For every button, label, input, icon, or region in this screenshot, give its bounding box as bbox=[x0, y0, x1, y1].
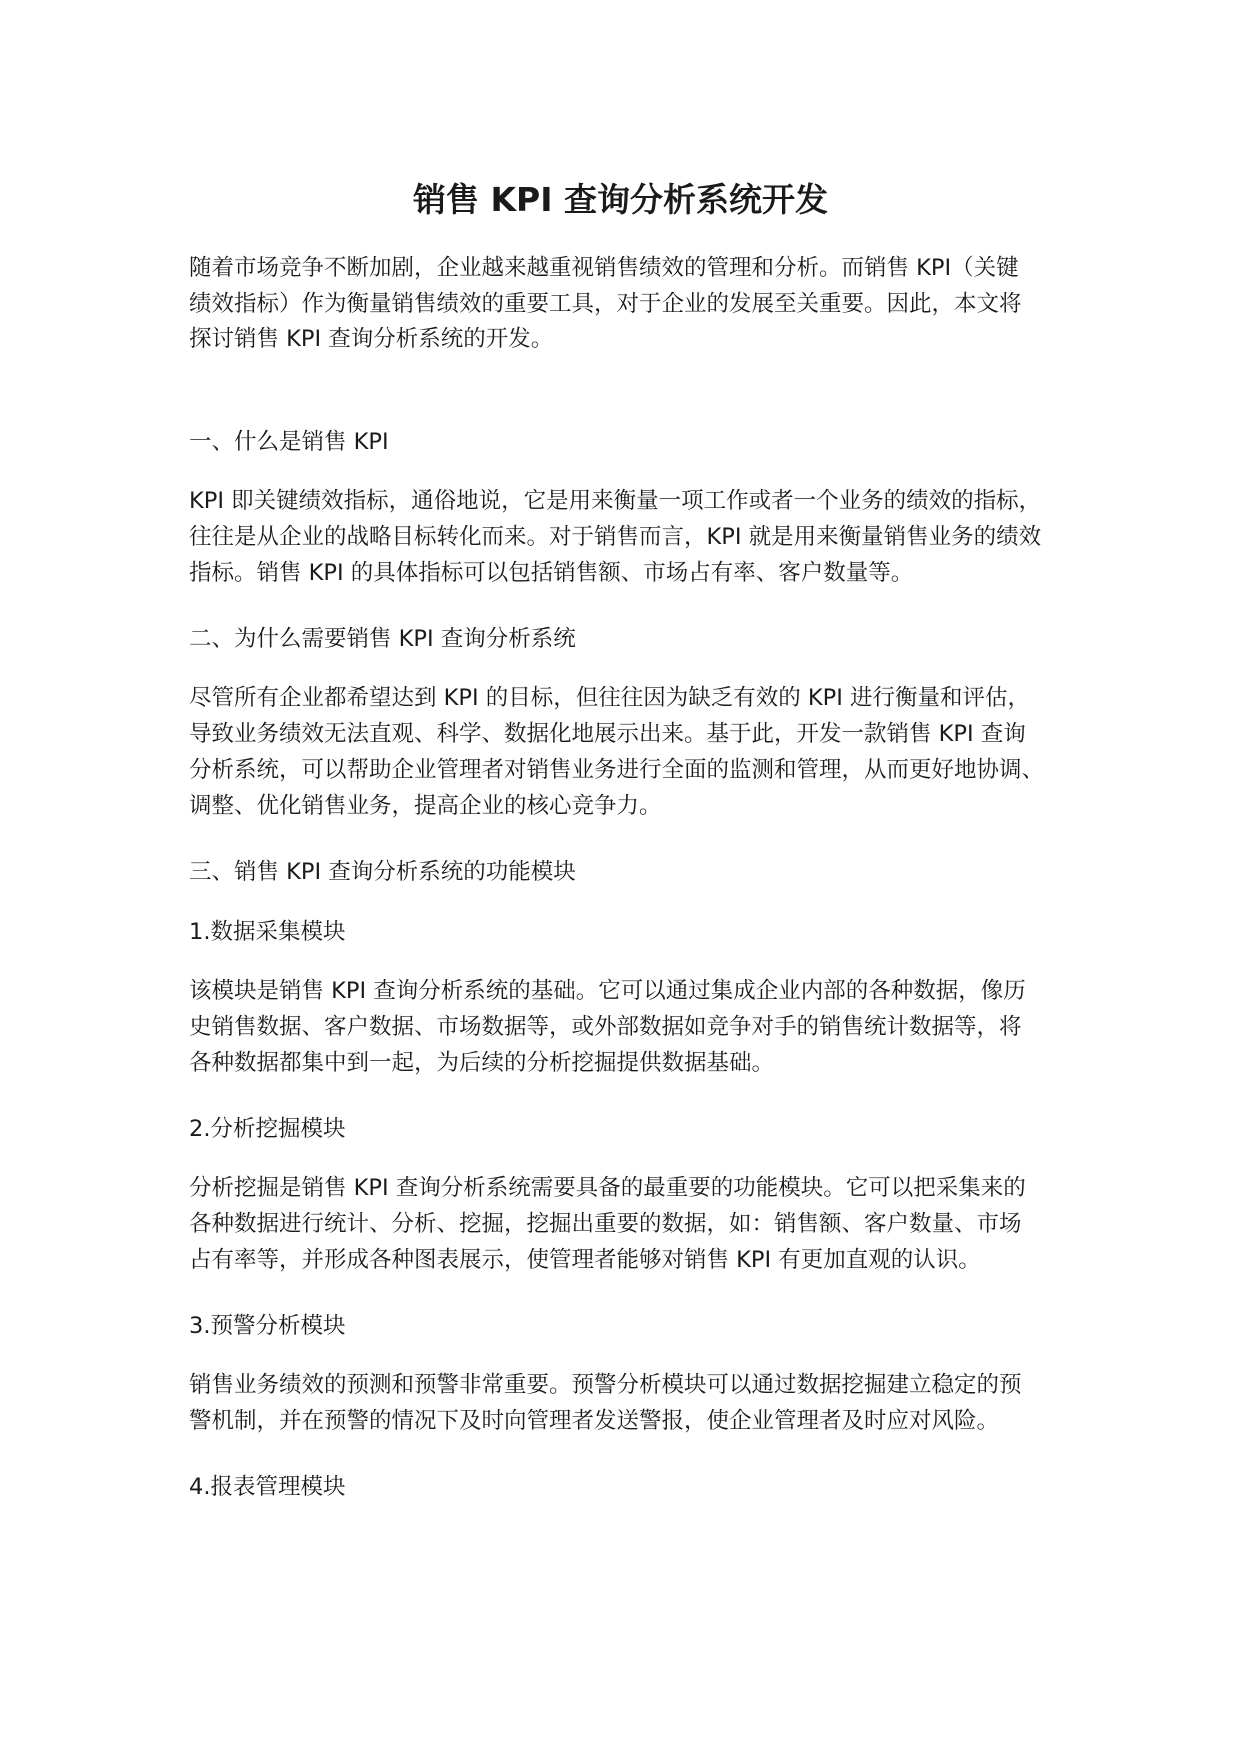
data-collection-paragraph-line-3: 各种数据都集中到一起，为后续的分析挖掘提供数据基础。 bbox=[189, 1050, 775, 1076]
intro-paragraph-line-2: 绩效指标）作为衡量销售绩效的重要工具，对于企业的发展至关重要。因此，本文将 bbox=[189, 291, 1022, 317]
kpi-definition-paragraph-line-1: KPI 即关键绩效指标，通俗地说，它是用来衡量一项工作或者一个业务的绩效的指标， bbox=[189, 488, 1042, 514]
document-title: 销售 KPI 查询分析系统开发 bbox=[412, 180, 828, 219]
why-needed-paragraph-line-2: 导致业务绩效无法直观、科学、数据化地展示出来。基于此，开发一款销售 KPI 查询 bbox=[189, 721, 1026, 747]
warning-analysis-paragraph-line-1: 销售业务绩效的预测和预警非常重要。预警分析模块可以通过数据挖掘建立稳定的预 bbox=[189, 1372, 1022, 1398]
analysis-mining-paragraph-line-2: 各种数据进行统计、分析、挖掘，挖掘出重要的数据，如：销售额、客户数量、市场 bbox=[189, 1211, 1022, 1237]
analysis-mining-paragraph-line-3: 占有率等，并形成各种图表展示，使管理者能够对销售 KPI 有更加直观的认识。 bbox=[189, 1247, 981, 1273]
data-collection-paragraph-line-2: 史销售数据、客户数据、市场数据等，或外部数据如竞争对手的销售统计数据等，将 bbox=[189, 1014, 1022, 1040]
intro-paragraph-line-1: 随着市场竞争不断加剧，企业越来越重视销售绩效的管理和分析。而销售 KPI（关键 bbox=[189, 255, 1019, 281]
warning-analysis-paragraph-line-2: 警机制，并在预警的情况下及时向管理者发送警报，使企业管理者及时应对风险。 bbox=[189, 1408, 1000, 1434]
section-heading-modules: 三、销售 KPI 查询分析系统的功能模块 bbox=[189, 859, 576, 885]
why-needed-paragraph-line-1: 尽管所有企业都希望达到 KPI 的目标，但往往因为缺乏有效的 KPI 进行衡量和评估， bbox=[189, 685, 1031, 711]
module-heading-analysis-mining: 2.分析挖掘模块 bbox=[189, 1116, 346, 1142]
kpi-definition-paragraph-line-3: 指标。销售 KPI 的具体指标可以包括销售额、市场占有率、客户数量等。 bbox=[189, 560, 914, 586]
data-collection-paragraph-line-1: 该模块是销售 KPI 查询分析系统的基础。它可以通过集成企业内部的各种数据，像历 bbox=[189, 978, 1026, 1004]
section-heading-why-needed: 二、为什么需要销售 KPI 查询分析系统 bbox=[189, 626, 576, 652]
why-needed-paragraph-line-3: 分析系统，可以帮助企业管理者对销售业务进行全面的监测和管理，从而更好地协调、 bbox=[189, 757, 1045, 783]
why-needed-paragraph-line-4: 调整、优化销售业务，提高企业的核心竞争力。 bbox=[189, 793, 662, 819]
section-heading-what-is-kpi: 一、什么是销售 KPI bbox=[189, 429, 389, 455]
analysis-mining-paragraph-line-1: 分析挖掘是销售 KPI 查询分析系统需要具备的最重要的功能模块。它可以把采集来的 bbox=[189, 1175, 1026, 1201]
module-heading-data-collection: 1.数据采集模块 bbox=[189, 919, 346, 945]
kpi-definition-paragraph-line-2: 往往是从企业的战略目标转化而来。对于销售而言，KPI 就是用来衡量销售业务的绩效 bbox=[189, 524, 1042, 550]
module-heading-report-management: 4.报表管理模块 bbox=[189, 1474, 346, 1500]
module-heading-warning-analysis: 3.预警分析模块 bbox=[189, 1313, 346, 1339]
intro-paragraph-line-3: 探讨销售 KPI 查询分析系统的开发。 bbox=[189, 326, 554, 352]
